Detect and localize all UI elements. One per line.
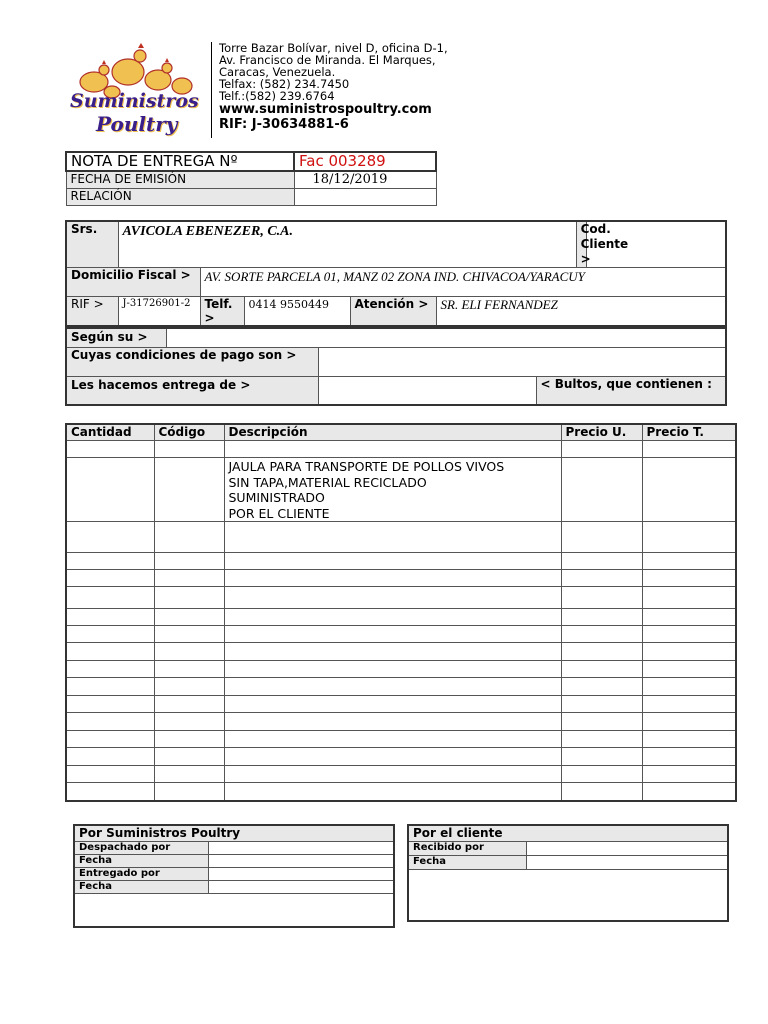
dispatch-date-label: Fecha: [74, 854, 208, 867]
table-row: [66, 643, 736, 661]
delivered-by-field[interactable]: [208, 867, 394, 880]
received-by-field[interactable]: [526, 841, 728, 855]
dispatched-by-label: Despachado por: [74, 841, 208, 854]
domicile-value: AV. SORTE PARCELA 01, MANZ 02 ZONA IND. CHIVACOA/YARACUY: [200, 268, 726, 297]
supplier-signature-area[interactable]: [74, 893, 394, 927]
attention-value: SR. ELI FERNANDEZ: [436, 297, 726, 327]
table-row: [66, 661, 736, 678]
supplier-signature-table: [73, 824, 395, 928]
table-row: [66, 713, 736, 731]
table-row: [66, 696, 736, 713]
supplier-section-title: Por Suministros Poultry: [74, 825, 394, 841]
table-row: [66, 609, 736, 626]
header-divider: [211, 42, 212, 138]
client-signature-table: [407, 824, 729, 922]
rif-value: J-31726901-2: [118, 297, 200, 327]
received-by-label: Recibido por: [408, 841, 526, 855]
table-row: [66, 553, 736, 570]
payment-terms-value: [318, 347, 726, 376]
delivery-date-label: Fecha: [74, 880, 208, 893]
description-line: POR EL CLIENTE: [228, 505, 330, 521]
phone-label: Telf. >: [200, 297, 244, 327]
delivery-label: Les hacemos entrega de >: [66, 376, 318, 405]
company-rif: RIF: J-30634881-6: [219, 117, 349, 132]
table-row: [66, 587, 736, 609]
company-website: www.suministrospoultry.com: [219, 102, 432, 117]
header-code: Código: [154, 424, 224, 441]
company-logo: [66, 40, 208, 140]
bultos-label: < Bultos, que contienen :: [536, 376, 726, 405]
table-row: [66, 678, 736, 696]
table-row: [66, 458, 736, 522]
received-date-field[interactable]: [526, 855, 728, 869]
client-code-label: Cod. Cliente >: [576, 221, 586, 268]
address-line: Torre Bazar Bolívar, nivel D, oficina D-1,: [219, 41, 448, 55]
description-line: JAULA PARA TRANSPORTE DE POLLOS VIVOS: [228, 459, 505, 474]
client-section-title: Por el cliente: [408, 825, 728, 841]
table-row: [66, 783, 736, 801]
note-number: Fac 003289: [294, 152, 436, 171]
logo-line-2: Poultry: [96, 112, 178, 136]
description-line: SIN TAPA,MATERIAL RECICLADO: [228, 474, 427, 490]
relation-label: RELACIÓN: [66, 188, 294, 205]
header-unit-price: Precio U.: [561, 424, 642, 441]
table-row: [66, 626, 736, 643]
dispatched-by-field[interactable]: [208, 841, 394, 854]
table-row: [66, 748, 736, 766]
rif-label: RIF >: [66, 297, 118, 327]
segun-value: [166, 328, 726, 347]
terms-table: [65, 327, 727, 406]
description-line: SUMINISTRADO: [228, 490, 325, 505]
address-line: Caracas, Venezuela.: [219, 65, 336, 79]
header-description: Descripción: [224, 424, 561, 441]
received-date-label: Fecha: [408, 855, 526, 869]
emission-date-value: 18/12/2019: [294, 171, 436, 188]
table-row: [66, 570, 736, 587]
phone-value: 0414 9550449: [244, 297, 350, 327]
table-row: [66, 731, 736, 748]
header-total-price: Precio T.: [642, 424, 736, 441]
table-row: [66, 441, 736, 458]
client-name: AVICOLA EBENEZER, C.A.: [118, 221, 576, 268]
delivery-date-field[interactable]: [208, 880, 394, 893]
address-line: Av. Francisco de Miranda. El Marques,: [219, 53, 436, 67]
domicile-label: Domicilio Fiscal >: [66, 268, 200, 297]
client-info-table: [65, 220, 727, 327]
emission-date-label: FECHA DE EMISIÓN: [66, 171, 294, 188]
relation-value: [294, 188, 436, 205]
phone-line: Telf.:(582) 239.6764: [219, 89, 335, 103]
note-title-label: NOTA DE ENTREGA Nº: [66, 152, 294, 171]
logo-line-1: Suministros: [70, 90, 199, 112]
segun-label: Según su >: [66, 328, 166, 347]
dispatch-date-field[interactable]: [208, 854, 394, 867]
header-quantity: Cantidad: [66, 424, 154, 441]
company-address: [219, 42, 519, 132]
table-row: [66, 522, 736, 553]
items-table: [65, 423, 737, 802]
table-row: [66, 766, 736, 783]
telfax-line: Telfax: (582) 234.7450: [219, 77, 350, 91]
client-signature-area[interactable]: [408, 869, 728, 921]
delivered-by-label: Entregado por: [74, 867, 208, 880]
srs-label: Srs.: [66, 221, 118, 268]
payment-terms-label: Cuyas condiciones de pago son >: [66, 347, 318, 376]
delivery-value: [318, 376, 536, 405]
attention-label: Atención >: [350, 297, 436, 327]
note-info-table: [65, 151, 437, 206]
item-description: [224, 458, 561, 522]
